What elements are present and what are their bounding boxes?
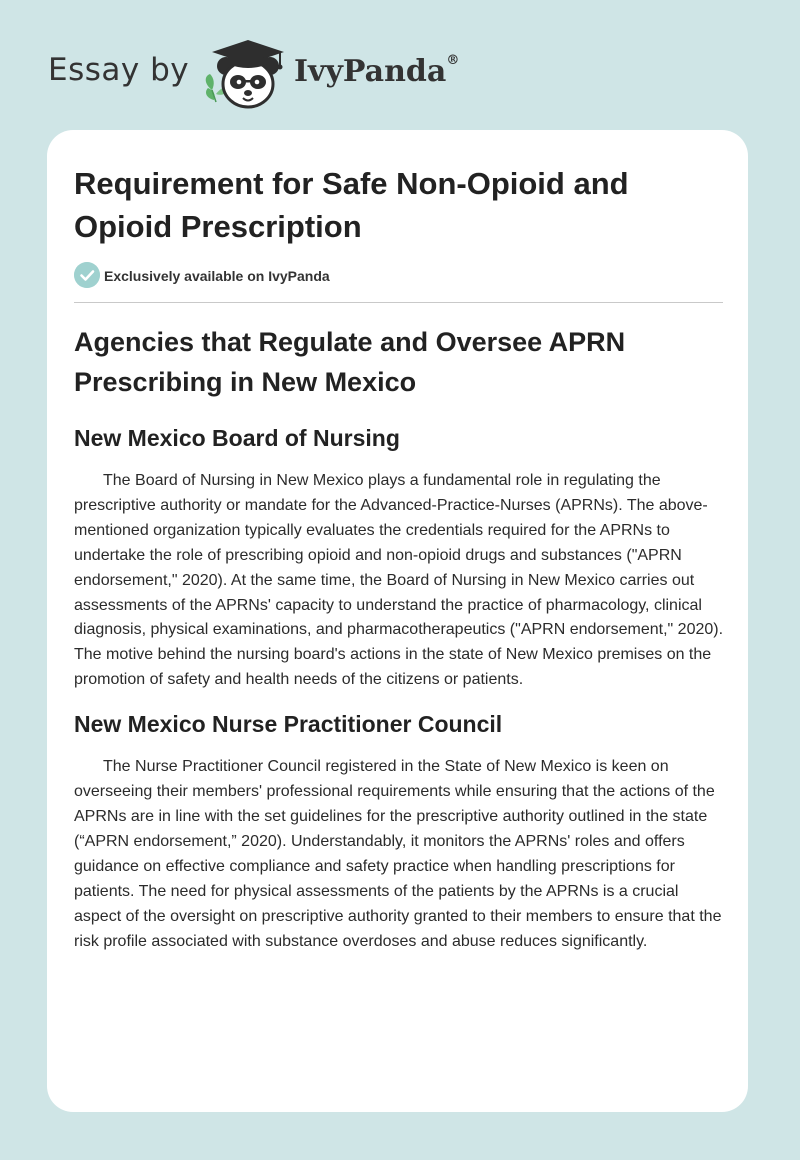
article-body [74,322,726,954]
article-card [47,130,748,1112]
brand-text: IvyPanda [294,54,447,89]
subsection-heading-nurse-practitioner-council: New Mexico Nurse Practitioner Council [74,711,503,738]
divider [74,302,723,303]
section-heading: Agencies that Regulate and Oversee APRN Prescribing in New Mexico [74,327,626,397]
paragraph-nurse-practitioner-council: The Nurse Practitioner Council registered in the State of New Mexico is keen on overseeing their members' professional requirements while ensuring that the actions of the APRNs are in line with the set guidelines for the prescriptive authority outlined in the state (“APRN endorsement,” 2020). Understandably, it monitors the APRNs' roles and offers guidance on effective compliance and safety practice when handling prescriptions for patients. The need for physical assessments of the patients by the APRNs is a crucial aspect of the oversight on prescriptive authority granted to their members to ensure that the risk profile associated with substance overdoses and abuse reduces significantly. [74,758,722,950]
essay-by-label: Essay by [48,52,190,88]
exclusive-badge [74,262,474,290]
panda-graduation-cap-icon[interactable] [200,36,290,112]
registered-mark: ® [446,53,460,68]
brand-name[interactable] [294,54,459,89]
page-title: Requirement for Safe Non-Opioid and Opioid Prescription [74,166,629,244]
site-header [48,34,508,114]
check-circle-icon [74,262,100,288]
subsection-heading-board-of-nursing: New Mexico Board of Nursing [74,425,400,451]
exclusive-badge-text: Exclusively available on IvyPanda [104,268,330,284]
paragraph-board-of-nursing: The Board of Nursing in New Mexico plays a fundamental role in regulating the prescriptive authority or mandate for the Advanced-Practice-Nurses (APRNs). The above-mentioned organization typically evaluates the credentials required for the APRNs to undertake the role of prescribing opioid and non-opioid drugs and substances ("APRN endorsement," 2020). At the same time, the Board of Nursing in New Mexico carries out assessments of the APRNs' capacity to understand the practice of pharmacology, clinical diagnosis, physical examinations, and pharmacotherapeutics ("APRN endorsement," 2020). The motive behind the nursing board's actions in the state of New Mexico premises on the promotion of safety and health needs of the citizens or patients. [74,472,724,689]
